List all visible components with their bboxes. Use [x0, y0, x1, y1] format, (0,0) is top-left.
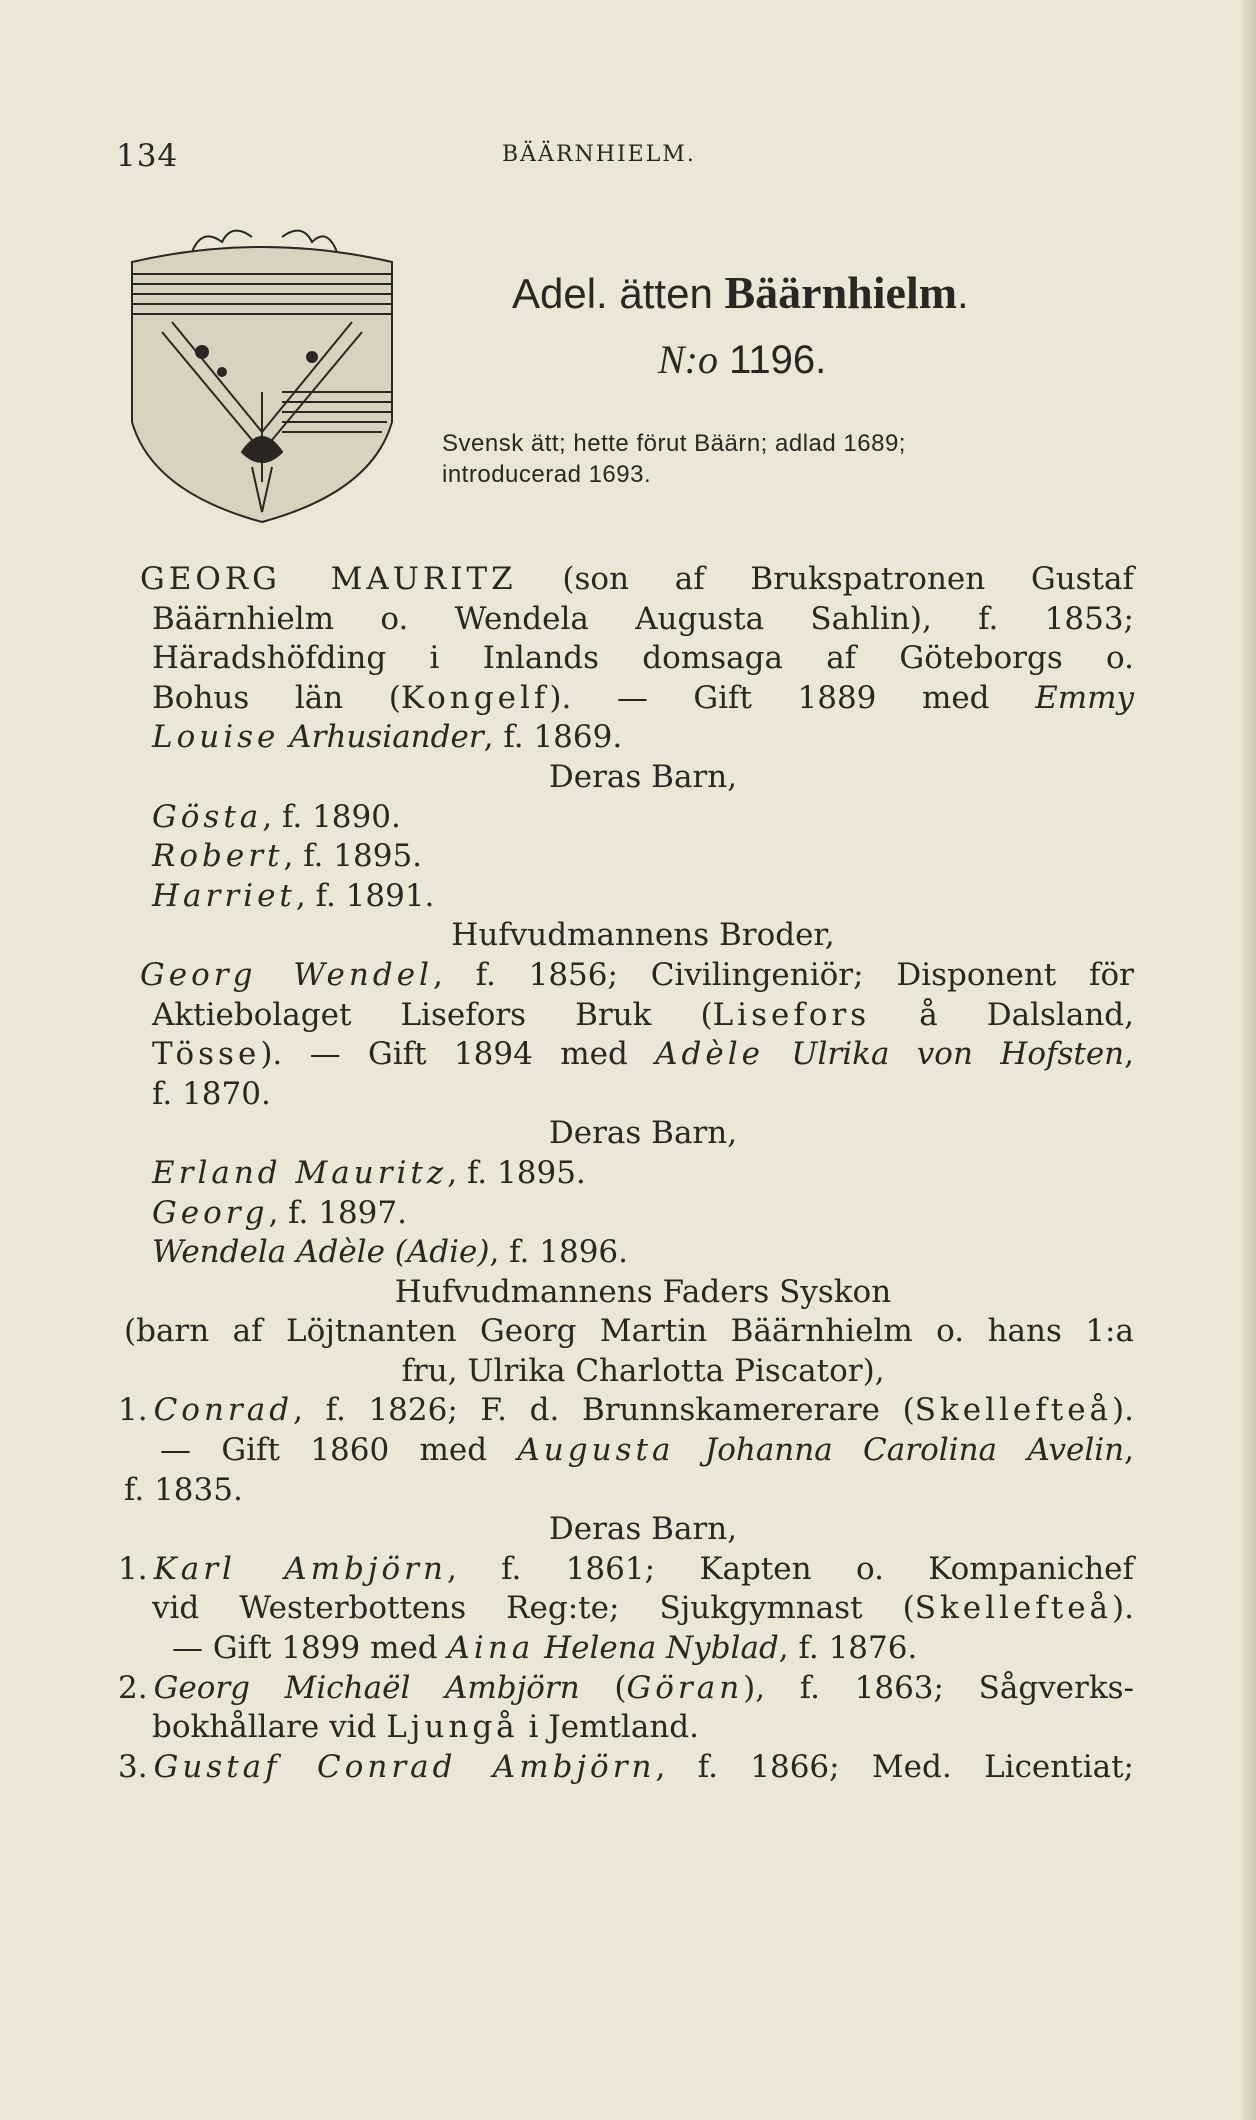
text-line: GEORG MAURITZ (son af Brukspatronen Gustaf — [140, 561, 1134, 597]
text-line: Aktiebolaget Lisefors Bruk (Lisefors å Dalsland, — [152, 996, 1134, 1033]
family-title: Adel. ätten Bäärnhielm. — [512, 267, 969, 318]
text-line: Bäärnhielm o. Wendela Augusta Sahlin), f. 1853; — [152, 600, 1134, 637]
page-edge — [1242, 0, 1256, 2120]
subheading: Deras Barn, — [548, 1115, 738, 1152]
family-name: Bäärnhielm — [724, 267, 958, 318]
text-line: — Gift 1899 med Aina Helena Nyblad, f. 1876. — [172, 1630, 918, 1667]
subheading: Deras Barn, — [548, 758, 738, 795]
page-number: 134 — [116, 138, 179, 174]
subheading: Hufvudmannens Faders Syskon — [394, 1273, 892, 1310]
family-number: N:o 1196. — [658, 337, 827, 382]
list-item: Wendela Adèle (Adie), f. 1896. — [152, 1234, 628, 1271]
text-line: vid Westerbottens Reg:te; Sjukgymnast (Skellefteå). — [152, 1590, 1134, 1627]
subheading: Hufvudmannens Broder, — [451, 917, 835, 954]
text-line: Georg Wendel, f. 1856; Civilingeniör; Disponent för — [140, 956, 1134, 993]
text-line: Tösse). — Gift 1894 med Adèle Ulrika von Hofsten, — [152, 1036, 1134, 1073]
subheading: Deras Barn, — [548, 1511, 738, 1548]
text-line: — Gift 1860 med Augusta Johanna Carolina Avelin, — [160, 1432, 1134, 1469]
list-item: 1. Conrad, f. 1826; F. d. Brunnskamererare (Skellefteå). — [118, 1392, 1134, 1429]
list-item: Gösta, f. 1890. — [152, 798, 401, 835]
text-line: fru, Ulrika Charlotta Piscator), — [401, 1352, 885, 1389]
text-line: f. 1835. — [124, 1471, 243, 1508]
running-title: BÄÄRNHIELM. — [502, 142, 696, 167]
list-item: Robert, f. 1895. — [152, 838, 423, 875]
coat-of-arms-icon — [112, 222, 412, 542]
family-note: Svensk ätt; hette förut Bäärn; adlad 1689; introducerad 1693. — [442, 430, 906, 488]
text-line: Bohus län (Kongelf). — Gift 1889 med Emmy — [152, 679, 1134, 716]
genealogy-text — [118, 560, 1135, 1787]
text-line: Häradshöfding i Inlands domsaga af Göteborgs o. — [152, 640, 1134, 677]
text-line: Louise Arhusiander, f. 1869. — [152, 719, 623, 756]
text-line: f. 1870. — [152, 1075, 271, 1112]
list-item: 3. Gustaf Conrad Ambjörn, f. 1866; Med. Licentiat; — [118, 1748, 1134, 1785]
list-item: 2. Georg Michaël Ambjörn (Göran), f. 1863; Sågverks- — [118, 1669, 1135, 1706]
list-item: Georg, f. 1897. — [152, 1194, 407, 1231]
list-item: Erland Mauritz, f. 1895. — [152, 1154, 586, 1191]
list-item: 1. Karl Ambjörn, f. 1861; Kapten o. Kompanichef — [118, 1550, 1134, 1587]
text-line: (barn af Löjtnanten Georg Martin Bäärnhielm o. hans 1:a — [124, 1313, 1134, 1350]
list-item: Harriet, f. 1891. — [152, 877, 435, 914]
text-line: bokhållare vid Ljungå i Jemtland. — [152, 1709, 699, 1746]
